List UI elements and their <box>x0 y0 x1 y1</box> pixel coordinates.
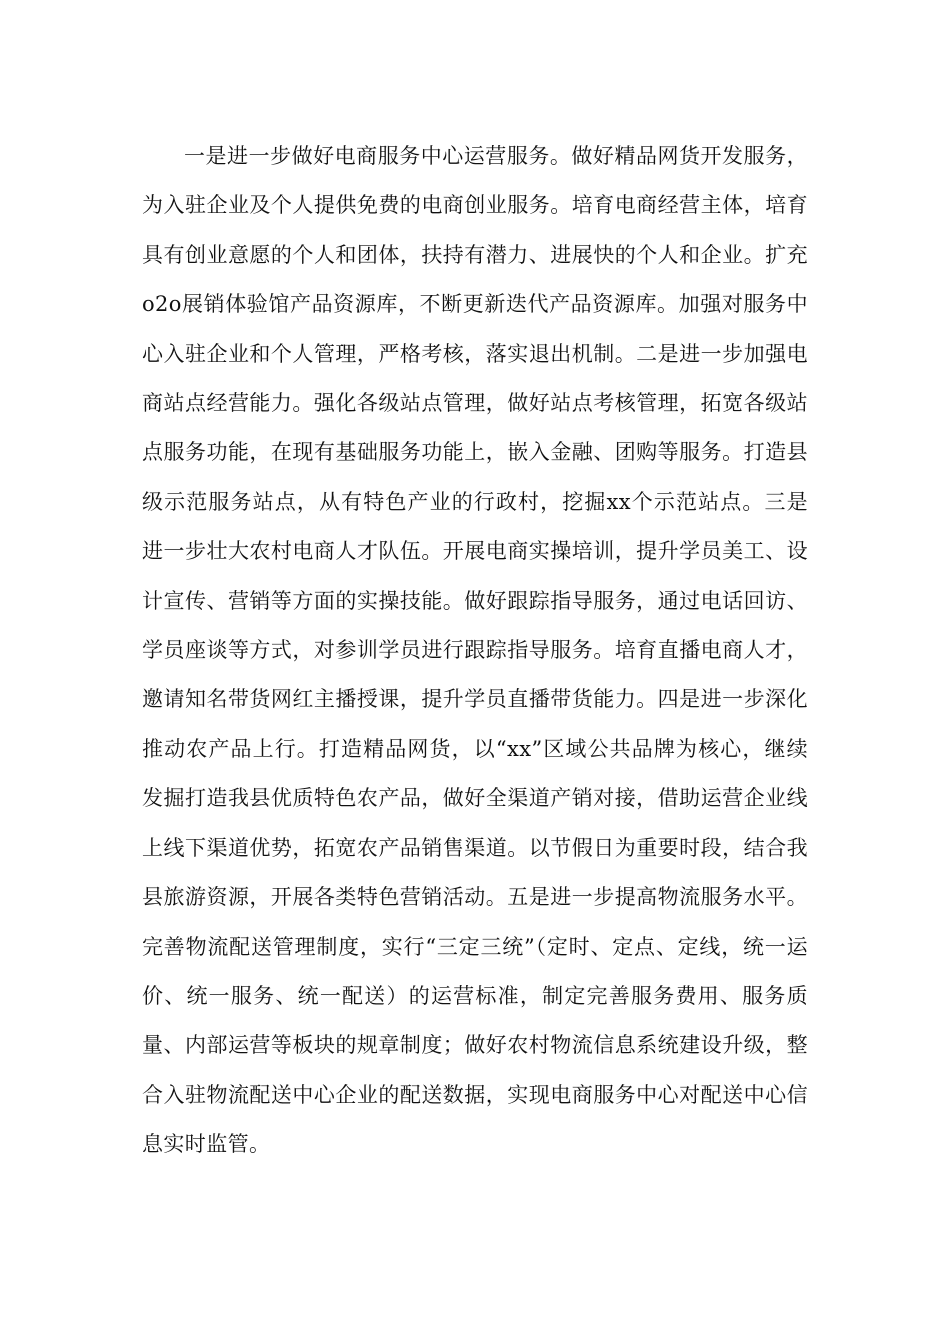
body-paragraph: 一是进一步做好电商服务中心运营服务。做好精品网货开发服务，为入驻企业及个人提供免费的电商创业服务。培育电商经营主体，培育具有创业意愿的个人和团体，扶持有潜力、进展快的个人和企业。扩充o2o展销体验馆产品资源库，不断更新迭代产品资源库。加强对服务中心入驻企业和个人管理，严格考核，落实退出机制。二是进一步加强电商站点经营能力。强化各级站点管理，做好站点考核管理，拓宽各级站点服务功能，在现有基础服务功能上，嵌入金融、团购等服务。打造县级示范服务站点，从有特色产业的行政村，挖掘xx个示范站点。三是进一步壮大农村电商人才队伍。开展电商实操培训，提升学员美工、设计宣传、营销等方面的实操技能。做好跟踪指导服务，通过电话回访、学员座谈等方式，对参训学员进行跟踪指导服务。培育直播电商人才，邀请知名带货网红主播授课，提升学员直播带货能力。四是进一步深化推动农产品上行。打造精品网货，以“xx”区域公共品牌为核心，继续发掘打造我县优质特色农产品，做好全渠道产销对接，借助运营企业线上线下渠道优势，拓宽农产品销售渠道。以节假日为重要时段，结合我县旅游资源，开展各类特色营销活动。五是进一步提高物流服务水平。完善物流配送管理制度，实行“三定三统”（定时、定点、定线，统一运价、统一服务、统一配送）的运营标准，制定完善服务费用、服务质量、内部运营等板块的规章制度；做好农村物流信息系统建设升级，整合入驻物流配送中心企业的配送数据，实现电商服务中心对配送中心信息实时监管。 <box>142 144 808 1157</box>
